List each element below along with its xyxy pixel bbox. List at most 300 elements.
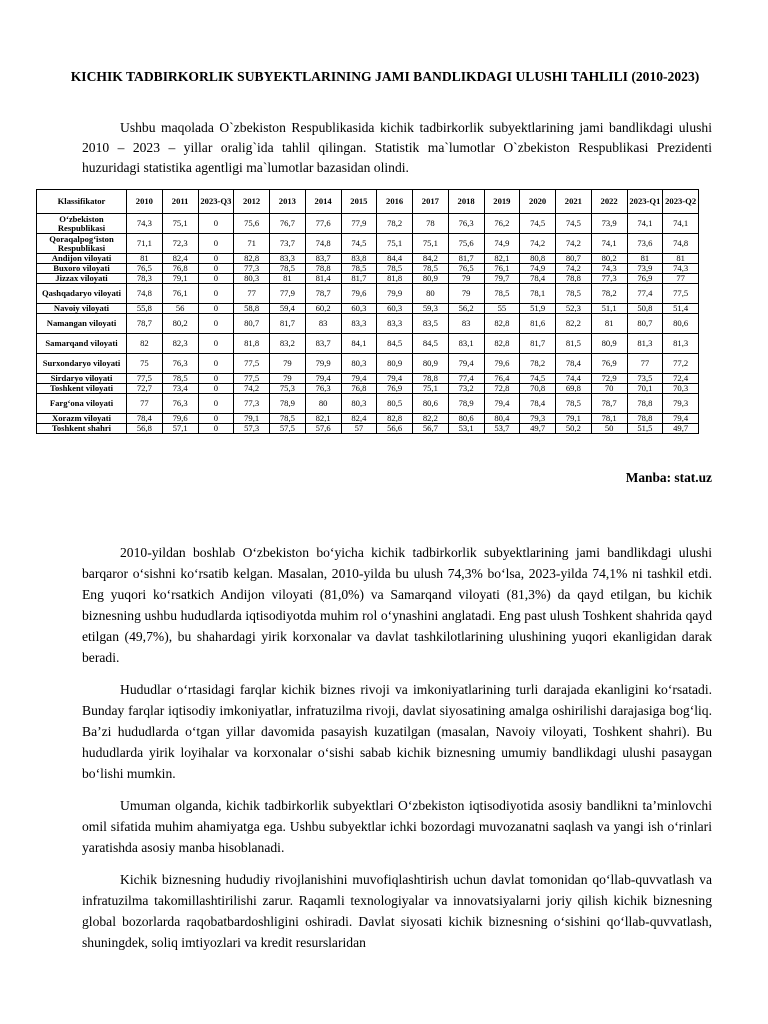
value-cell: 76,1 [484,264,520,274]
value-cell: 83,2 [270,334,306,354]
value-cell: 83,3 [341,314,377,334]
value-cell: 77,3 [234,394,270,414]
value-cell: 78,5 [162,374,198,384]
value-cell: 81,7 [520,334,556,354]
value-cell: 74,9 [520,264,556,274]
value-cell: 72,8 [484,384,520,394]
value-cell: 56 [162,304,198,314]
column-header-period: 2017 [413,190,449,214]
value-cell: 0 [198,234,234,254]
value-cell: 77,5 [663,284,699,304]
value-cell: 76,9 [591,354,627,374]
value-cell: 74,8 [663,234,699,254]
value-cell: 78,7 [591,394,627,414]
value-cell: 70 [591,384,627,394]
region-name-cell: Qashqadaryo viloyati [37,284,127,304]
value-cell: 84,1 [341,334,377,354]
value-cell: 74,8 [127,284,163,304]
value-cell: 80,9 [591,334,627,354]
value-cell: 77,5 [234,354,270,374]
column-header-period: 2015 [341,190,377,214]
value-cell: 79,3 [663,394,699,414]
value-cell: 76,3 [162,394,198,414]
value-cell: 78,8 [627,394,663,414]
value-cell: 76,3 [162,354,198,374]
value-cell: 74,1 [591,234,627,254]
value-cell: 82,3 [162,334,198,354]
value-cell: 84,5 [413,334,449,354]
value-cell: 80,3 [341,394,377,414]
value-cell: 79,1 [234,414,270,424]
region-name-cell: Qoraqalpog‘iston Respublikasi [37,234,127,254]
value-cell: 73,2 [448,384,484,394]
value-cell: 79,4 [448,354,484,374]
column-header-classifier: Klassifikator [37,190,127,214]
region-name-cell: Farg‘ona viloyati [37,394,127,414]
value-cell: 49,7 [520,424,556,434]
value-cell: 60,2 [305,304,341,314]
value-cell: 79,6 [162,414,198,424]
value-cell: 77,9 [270,284,306,304]
value-cell: 83,7 [305,334,341,354]
value-cell: 82,4 [162,254,198,264]
value-cell: 78,8 [305,264,341,274]
value-cell: 78,8 [556,274,592,284]
value-cell: 83 [305,314,341,334]
value-cell: 76,2 [484,214,520,234]
value-cell: 81,3 [663,334,699,354]
column-header-period: 2021 [556,190,592,214]
value-cell: 79,9 [377,284,413,304]
value-cell: 76,3 [448,214,484,234]
value-cell: 56,7 [413,424,449,434]
value-cell: 80,9 [377,354,413,374]
value-cell: 78,5 [377,264,413,274]
value-cell: 78,7 [305,284,341,304]
value-cell: 73,7 [270,234,306,254]
value-cell: 80,2 [162,314,198,334]
document-title: KICHIK TADBIRKORLIK SUBYEKTLARINING JAMI BANDLIKDAGI ULUSHI TAHLILI (2010-2023) [70,69,700,84]
region-name-cell: Andijon viloyati [37,254,127,264]
value-cell: 80,3 [234,274,270,284]
value-cell: 74,5 [556,214,592,234]
table-row [37,374,699,384]
value-cell: 56,6 [377,424,413,434]
value-cell: 75,1 [413,234,449,254]
value-cell: 79,4 [377,374,413,384]
column-header-period: 2023-Q1 [627,190,663,214]
value-cell: 77,2 [663,354,699,374]
value-cell: 70,1 [627,384,663,394]
value-cell: 81,8 [377,274,413,284]
value-cell: 76,8 [162,264,198,274]
employment-share-table [36,189,699,434]
value-cell: 76,8 [341,384,377,394]
value-cell: 78,9 [270,394,306,414]
value-cell: 81 [627,254,663,264]
region-name-cell: Xorazm viloyati [37,414,127,424]
value-cell: 80,6 [663,314,699,334]
column-header-period: 2020 [520,190,556,214]
value-cell: 59,4 [270,304,306,314]
value-cell: 78,3 [127,274,163,284]
value-cell: 81,7 [270,314,306,334]
value-cell: 77,4 [448,374,484,384]
value-cell: 74,1 [627,214,663,234]
value-cell: 74,4 [556,374,592,384]
value-cell: 79 [448,284,484,304]
intro-section [82,118,712,178]
value-cell: 80,5 [377,394,413,414]
value-cell: 56,2 [448,304,484,314]
value-cell: 79,4 [663,414,699,424]
table-row [37,414,699,424]
value-cell: 77 [663,274,699,284]
region-name-cell: Navoiy viloyati [37,304,127,314]
value-cell: 72,4 [663,374,699,384]
value-cell: 0 [198,384,234,394]
value-cell: 72,9 [591,374,627,384]
value-cell: 51,9 [520,304,556,314]
value-cell: 74,3 [663,264,699,274]
value-cell: 81,6 [520,314,556,334]
value-cell: 55,8 [127,304,163,314]
value-cell: 80 [413,284,449,304]
region-name-cell: Sirdaryo viloyati [37,374,127,384]
value-cell: 78,1 [520,284,556,304]
value-cell: 50,2 [556,424,592,434]
table-row [37,394,699,414]
column-header-period: 2022 [591,190,627,214]
table-row [37,284,699,304]
body-paragraph: Umuman olganda, kichik tadbirkorlik subyektlari O‘zbekiston iqtisodiyotida asosiy bandlikni ta’minlovchi omil sifatida muhim ahamiyatga ega. Ushbu subyektlar ichki bozordagi muvozanatni saqlash va yangi ish o‘rinlari yaratishda asosiy manba hisoblanadi. [82,798,712,855]
value-cell: 80,9 [413,274,449,284]
value-cell: 81,3 [627,334,663,354]
value-cell: 80,4 [484,414,520,424]
value-cell: 79,4 [305,374,341,384]
value-cell: 73,9 [627,264,663,274]
value-cell: 57,1 [162,424,198,434]
value-cell: 77,5 [234,374,270,384]
column-header-period: 2023-Q3 [198,190,234,214]
value-cell: 78,4 [520,274,556,284]
value-cell: 69,8 [556,384,592,394]
value-cell: 84,2 [413,254,449,264]
value-cell: 71,1 [127,234,163,254]
value-cell: 81 [270,274,306,284]
value-cell: 55 [484,304,520,314]
value-cell: 80,7 [627,314,663,334]
value-cell: 82,8 [484,334,520,354]
value-cell: 79,1 [556,414,592,424]
value-cell: 0 [198,314,234,334]
value-cell: 78 [413,214,449,234]
value-cell: 76,7 [270,214,306,234]
source-note: Manba: stat.uz [625,470,712,485]
value-cell: 79,6 [341,284,377,304]
value-cell: 74,1 [663,214,699,234]
body-paragraph: Hududlar o‘rtasidagi farqlar kichik biznes rivoji va imkoniyatlarining turli darajada ekanligini ko‘rsatadi. Bunday farqlar iqtisodiy imkoniyatlar, infratuzilma rivoji, davlat siyosatining amalga oshirilishi darajasiga bog‘liq. Ba’zi hududlarda o‘tgan yillar davomida pasayish kuzatilgan (masalan, Navoiy viloyati, Toshkent shahri). Bu hududlarda yirik loyihalar va korxonalar o‘sishi sabab kichik biznesning umumiy bandlikdagi ulushi pasaygan bo‘lishi mumkin. [82,682,712,781]
value-cell: 56,8 [127,424,163,434]
table-row [37,254,699,264]
region-name-cell: Buxoro viloyati [37,264,127,274]
table-row [37,274,699,284]
value-cell: 74,2 [556,264,592,274]
region-name-cell: Samarqand viloyati [37,334,127,354]
value-cell: 84,4 [377,254,413,264]
value-cell: 78,2 [377,214,413,234]
body-paragraph: Kichik biznesning hududiy rivojlanishini muvofiqlashtirish uchun davlat tomonidan qo‘llab-quvvatlash va infratuzilma takomillashtirilishi zarur. Raqamli texnologiyalar va innovatsiyalarni joriy qilish kichik biznesning global bozorlarda raqobatbardoshligini oshiradi. Davlat siyosati kichik biznesning o‘sishini qo‘llab-quvvatlash, shuningdek, soliq imtiyozlari va kredit resurslaridan [82,872,712,950]
value-cell: 74,8 [305,234,341,254]
value-cell: 75,1 [377,234,413,254]
value-cell: 83,8 [341,254,377,264]
value-cell: 80,9 [413,354,449,374]
value-cell: 83,1 [448,334,484,354]
value-cell: 79,1 [162,274,198,284]
value-cell: 57,5 [270,424,306,434]
value-cell: 81,5 [556,334,592,354]
value-cell: 78,4 [127,414,163,424]
region-name-cell: Namangan viloyati [37,314,127,334]
value-cell: 79,9 [305,354,341,374]
column-header-period: 2014 [305,190,341,214]
value-cell: 53,1 [448,424,484,434]
table-header [37,190,699,214]
value-cell: 79,6 [484,354,520,374]
value-cell: 79,4 [341,374,377,384]
value-cell: 83 [448,314,484,334]
value-cell: 76,3 [305,384,341,394]
value-cell: 73,4 [162,384,198,394]
value-cell: 78,5 [413,264,449,274]
value-cell: 80,8 [520,254,556,264]
value-cell: 51,5 [627,424,663,434]
value-cell: 0 [198,304,234,314]
table-body [37,214,699,434]
column-header-period: 2010 [127,190,163,214]
value-cell: 58,8 [234,304,270,314]
table-row [37,384,699,394]
value-cell: 78,5 [556,394,592,414]
value-cell: 57,6 [305,424,341,434]
table-row [37,214,699,234]
value-cell: 70,8 [520,384,556,394]
value-cell: 77,9 [341,214,377,234]
column-header-period: 2012 [234,190,270,214]
table-row [37,314,699,334]
value-cell: 76,1 [162,284,198,304]
value-cell: 82,2 [556,314,592,334]
table-row [37,424,699,434]
region-name-cell: Surxondaryo viloyati [37,354,127,374]
value-cell: 59,3 [413,304,449,314]
value-cell: 78,5 [270,414,306,424]
value-cell: 73,6 [627,234,663,254]
value-cell: 81 [591,314,627,334]
value-cell: 80,6 [413,394,449,414]
region-name-cell: O‘zbekiston Respublikasi [37,214,127,234]
value-cell: 78,7 [127,314,163,334]
region-name-cell: Jizzax viloyati [37,274,127,284]
column-header-period: 2011 [162,190,198,214]
value-cell: 80,6 [448,414,484,424]
value-cell: 51,4 [663,304,699,314]
value-cell: 76,5 [448,264,484,274]
value-cell: 78,4 [556,354,592,374]
value-cell: 60,3 [377,304,413,314]
value-cell: 77 [127,394,163,414]
value-cell: 81 [663,254,699,264]
value-cell: 75,3 [270,384,306,394]
value-cell: 50 [591,424,627,434]
value-cell: 77,3 [591,274,627,284]
value-cell: 51,1 [591,304,627,314]
value-cell: 82,1 [305,414,341,424]
value-cell: 74,2 [556,234,592,254]
value-cell: 75,6 [234,214,270,234]
value-cell: 76,4 [484,374,520,384]
value-cell: 72,3 [162,234,198,254]
value-cell: 0 [198,214,234,234]
table-row [37,354,699,374]
value-cell: 82,8 [377,414,413,424]
region-name-cell: Toshkent viloyati [37,384,127,394]
value-cell: 78,5 [556,284,592,304]
value-cell: 74,5 [520,374,556,384]
value-cell: 77,5 [127,374,163,384]
value-cell: 78,4 [520,394,556,414]
value-cell: 74,3 [127,214,163,234]
value-cell: 75,1 [413,384,449,394]
value-cell: 83,3 [270,254,306,264]
value-cell: 76,9 [377,384,413,394]
value-cell: 79,4 [484,394,520,414]
value-cell: 81,7 [341,274,377,284]
value-cell: 74,5 [341,234,377,254]
value-cell: 78,2 [591,284,627,304]
table-row [37,234,699,254]
value-cell: 72,7 [127,384,163,394]
value-cell: 81 [127,254,163,264]
table-row [37,304,699,314]
value-cell: 79,3 [520,414,556,424]
value-cell: 76,5 [127,264,163,274]
body-paragraph: 2010-yildan boshlab O‘zbekiston bo‘yicha kichik tadbirkorlik subyektlarining jami bandlikdagi ulushi barqaror o‘sishni ko‘rsatib kelgan. Masalan, 2010-yilda bu ulush 74,3% bo‘lsa, 2023-yilda 74,1% ni tashkil etdi. Eng yuqori ko‘rsatkich Andijon viloyati (81,0%) va Samarqand viloyati (81,3%) da qayd etilgan, bu kichik biznesning ushbu hududlarda iqtisodiyotda muhim rol o‘ynashini anglatadi. Eng past ulush Toshkent shahrida qayd etilgan (49,7%), bu shahardagi yirik korxonalar va davlat tashkilotlarining ulushining yuqori ekanligidan darak beradi. [82,545,712,665]
value-cell: 83,5 [413,314,449,334]
value-cell: 49,7 [663,424,699,434]
value-cell: 0 [198,274,234,284]
value-cell: 57,3 [234,424,270,434]
value-cell: 77 [234,284,270,304]
value-cell: 79 [270,354,306,374]
value-cell: 74,2 [520,234,556,254]
value-cell: 79 [448,274,484,284]
value-cell: 78,8 [413,374,449,384]
value-cell: 78,5 [484,284,520,304]
value-cell: 78,2 [520,354,556,374]
value-cell: 78,5 [341,264,377,274]
body-text [82,542,712,964]
value-cell: 84,5 [377,334,413,354]
value-cell: 0 [198,374,234,384]
value-cell: 53,7 [484,424,520,434]
column-header-period: 2023-Q2 [663,190,699,214]
value-cell: 77 [627,354,663,374]
value-cell: 78,1 [591,414,627,424]
value-cell: 74,2 [234,384,270,394]
value-cell: 81,4 [305,274,341,284]
value-cell: 78,5 [270,264,306,274]
value-cell: 0 [198,264,234,274]
value-cell: 73,5 [627,374,663,384]
value-cell: 74,9 [484,234,520,254]
value-cell: 83,7 [305,254,341,264]
value-cell: 77,3 [234,264,270,274]
value-cell: 82 [127,334,163,354]
column-header-period: 2019 [484,190,520,214]
intro-paragraph: Ushbu maqolada O`zbekiston Respublikasida kichik tadbirkorlik subyektlarining jami bandlikdagi ulushi 2010 – 2023 – yillar oralig`ida tahlil qilingan. Statistik ma`lumotlar O`zbekiston Respublikasi Prezidenti huzuridagi statistika agentligi ma`lumotlar bazasidan olindi. [82,120,712,175]
table-row [37,334,699,354]
value-cell: 0 [198,424,234,434]
value-cell: 50,8 [627,304,663,314]
value-cell: 75,1 [162,214,198,234]
value-cell: 80 [305,394,341,414]
value-cell: 70,3 [663,384,699,394]
table-row [37,264,699,274]
value-cell: 81,8 [234,334,270,354]
value-cell: 80,3 [341,354,377,374]
value-cell: 74,5 [520,214,556,234]
value-cell: 79 [270,374,306,384]
value-cell: 0 [198,414,234,424]
value-cell: 80,7 [556,254,592,264]
value-cell: 71 [234,234,270,254]
value-cell: 79,7 [484,274,520,284]
value-cell: 78,9 [448,394,484,414]
value-cell: 82,8 [484,314,520,334]
value-cell: 0 [198,284,234,304]
value-cell: 0 [198,394,234,414]
column-header-period: 2016 [377,190,413,214]
value-cell: 75,6 [448,234,484,254]
column-header-period: 2018 [448,190,484,214]
value-cell: 82,2 [413,414,449,424]
value-cell: 80,7 [234,314,270,334]
value-cell: 0 [198,254,234,264]
value-cell: 77,4 [627,284,663,304]
value-cell: 57 [341,424,377,434]
table-header-row [37,190,699,214]
value-cell: 77,6 [305,214,341,234]
value-cell: 81,7 [448,254,484,264]
value-cell: 60,3 [341,304,377,314]
value-cell: 76,9 [627,274,663,284]
value-cell: 82,1 [484,254,520,264]
value-cell: 82,8 [234,254,270,264]
value-cell: 0 [198,334,234,354]
value-cell: 75 [127,354,163,374]
value-cell: 82,4 [341,414,377,424]
value-cell: 52,3 [556,304,592,314]
value-cell: 83,3 [377,314,413,334]
value-cell: 78,8 [627,414,663,424]
value-cell: 80,2 [591,254,627,264]
column-header-period: 2013 [270,190,306,214]
region-name-cell: Toshkent shahri [37,424,127,434]
value-cell: 73,9 [591,214,627,234]
value-cell: 74,3 [591,264,627,274]
value-cell: 0 [198,354,234,374]
